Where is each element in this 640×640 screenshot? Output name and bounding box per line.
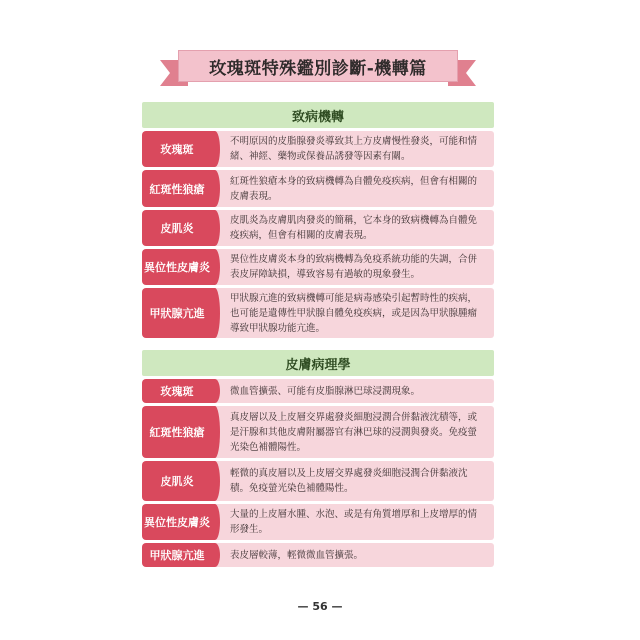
- row-text: 甲狀腺亢進的致病機轉可能是病毒感染引起暫時性的疾病，也可能是遺傳性甲狀腺自體免疫疾病，或是因為甲狀腺腫瘤導致甲狀腺功能亢進。: [212, 288, 494, 338]
- row-label: 甲狀腺亢進: [142, 288, 212, 338]
- section-pathogenesis: [142, 102, 494, 338]
- row-label: 紅斑性狼瘡: [142, 406, 212, 458]
- table-row: [142, 210, 494, 246]
- page-title: 玫瑰斑特殊鑑別診斷-機轉篇: [178, 50, 458, 82]
- row-text: 不明原因的皮脂腺發炎導致其上方皮膚慢性發炎，可能和情緒、神經、藥物或保養品誘發等因素有關。: [212, 131, 494, 167]
- table-row: [142, 461, 494, 501]
- row-text: 輕微的真皮層以及上皮層交界處發炎細胞浸潤合併黏液沈積。免疫螢光染色補體陽性。: [212, 461, 494, 501]
- title-ribbon: [160, 50, 476, 86]
- row-label: 異位性皮膚炎: [142, 249, 212, 285]
- table-row: [142, 170, 494, 207]
- table-row: [142, 406, 494, 458]
- row-label: 紅斑性狼瘡: [142, 170, 212, 207]
- table-row: [142, 543, 494, 567]
- row-label: 甲狀腺亢進: [142, 543, 212, 567]
- row-label: 皮肌炎: [142, 461, 212, 501]
- row-label: 玫瑰斑: [142, 131, 212, 167]
- row-text: 微血管擴張、可能有皮脂腺淋巴球浸潤現象。: [212, 379, 494, 403]
- page-number: — 56 —: [297, 600, 343, 613]
- row-label: 皮肌炎: [142, 210, 212, 246]
- section-header: 皮膚病理學: [142, 350, 494, 376]
- table-row: [142, 288, 494, 338]
- row-text: 大量的上皮層水腫、水泡、或是有角質增厚和上皮增厚的情形發生。: [212, 504, 494, 540]
- section-header: 致病機轉: [142, 102, 494, 128]
- section-histopathology: [142, 350, 494, 567]
- row-text: 異位性皮膚炎本身的致病機轉為免疫系統功能的失調，合併表皮屏障缺損，導致容易有過敏的現象發生。: [212, 249, 494, 285]
- row-text: 真皮層以及上皮層交界處發炎細胞浸潤合併黏液沈積等，或是汗腺和其他皮膚附屬器官有淋巴球的浸潤與發炎。免疫螢光染色補體陽性。: [212, 406, 494, 458]
- table-row: [142, 504, 494, 540]
- table-row: [142, 131, 494, 167]
- row-label: 異位性皮膚炎: [142, 504, 212, 540]
- table-row: [142, 249, 494, 285]
- row-label: 玫瑰斑: [142, 379, 212, 403]
- row-text: 表皮層較薄，輕微微血管擴張。: [212, 543, 494, 567]
- row-text: 皮肌炎為皮膚肌肉發炎的簡稱，它本身的致病機轉為自體免疫疾病，但會有相關的皮膚表現。: [212, 210, 494, 246]
- row-text: 紅斑性狼瘡本身的致病機轉為自體免疫疾病，但會有相關的皮膚表現。: [212, 170, 494, 207]
- table-row: [142, 379, 494, 403]
